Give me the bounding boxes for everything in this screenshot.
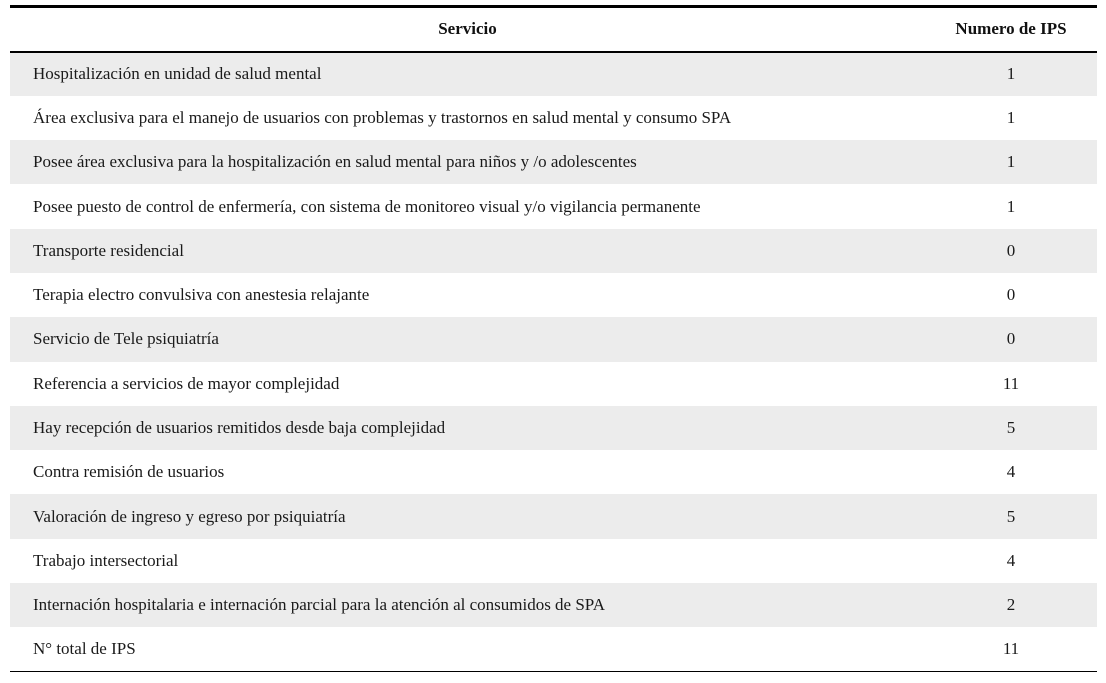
service-cell: Hospitalización en unidad de salud mental bbox=[33, 64, 322, 84]
service-cell: Valoración de ingreso y egreso por psiquiatría bbox=[33, 506, 346, 526]
service-cell: Terapia electro convulsiva con anestesia relajante bbox=[33, 285, 370, 305]
table-row bbox=[10, 362, 1097, 406]
count-cell: 4 bbox=[1006, 462, 1016, 482]
count-cell: 4 bbox=[1006, 550, 1016, 570]
table-row bbox=[10, 406, 1097, 450]
table-row bbox=[10, 140, 1097, 184]
table-body bbox=[10, 52, 1097, 672]
table-row bbox=[10, 229, 1097, 273]
service-cell: Transporte residencial bbox=[33, 240, 184, 260]
table-row bbox=[10, 494, 1097, 538]
service-cell: Referencia a servicios de mayor complejidad bbox=[33, 373, 340, 393]
table-row bbox=[10, 52, 1097, 96]
count-cell: 1 bbox=[1006, 107, 1016, 127]
service-cell: Servicio de Tele psiquiatría bbox=[33, 329, 219, 349]
header-servicio: Servicio bbox=[10, 7, 925, 52]
table-row bbox=[10, 273, 1097, 317]
count-cell: 5 bbox=[1006, 418, 1016, 438]
service-cell: Hay recepción de usuarios remitidos desde baja complejidad bbox=[33, 418, 446, 438]
count-cell: 1 bbox=[1006, 196, 1016, 216]
count-cell: 11 bbox=[1002, 373, 1020, 393]
count-cell: 2 bbox=[1006, 595, 1016, 615]
table-row bbox=[10, 583, 1097, 627]
service-cell: Contra remisión de usuarios bbox=[33, 462, 225, 482]
service-cell: Internación hospitalaria e internación parcial para la atención al consumidos de SPA bbox=[33, 595, 605, 615]
table-row bbox=[10, 627, 1097, 671]
count-cell: 1 bbox=[1006, 64, 1016, 84]
services-table bbox=[10, 5, 1097, 672]
header-numero-ips: Numero de IPS bbox=[925, 7, 1097, 52]
table-head bbox=[10, 7, 1097, 52]
count-cell: 0 bbox=[1006, 329, 1016, 349]
count-cell: 5 bbox=[1006, 506, 1016, 526]
table-row bbox=[10, 539, 1097, 583]
count-cell: 0 bbox=[1006, 240, 1016, 260]
count-cell: 0 bbox=[1006, 285, 1016, 305]
header-row bbox=[10, 7, 1097, 52]
service-cell: Área exclusiva para el manejo de usuarios con problemas y trastornos en salud mental y consumo SPA bbox=[33, 107, 732, 127]
service-cell: Posee área exclusiva para la hospitalización en salud mental para niños y /o adolescentes bbox=[33, 152, 637, 172]
table-row bbox=[10, 184, 1097, 228]
table-row bbox=[10, 450, 1097, 494]
service-cell: N° total de IPS bbox=[10, 627, 925, 671]
table-row bbox=[10, 96, 1097, 140]
service-cell: Posee puesto de control de enfermería, con sistema de monitoreo visual y/o vigilancia permanente bbox=[33, 196, 701, 216]
count-cell: 11 bbox=[925, 627, 1097, 671]
service-cell: Trabajo intersectorial bbox=[33, 550, 179, 570]
count-cell: 1 bbox=[1006, 152, 1016, 172]
table-row bbox=[10, 317, 1097, 361]
